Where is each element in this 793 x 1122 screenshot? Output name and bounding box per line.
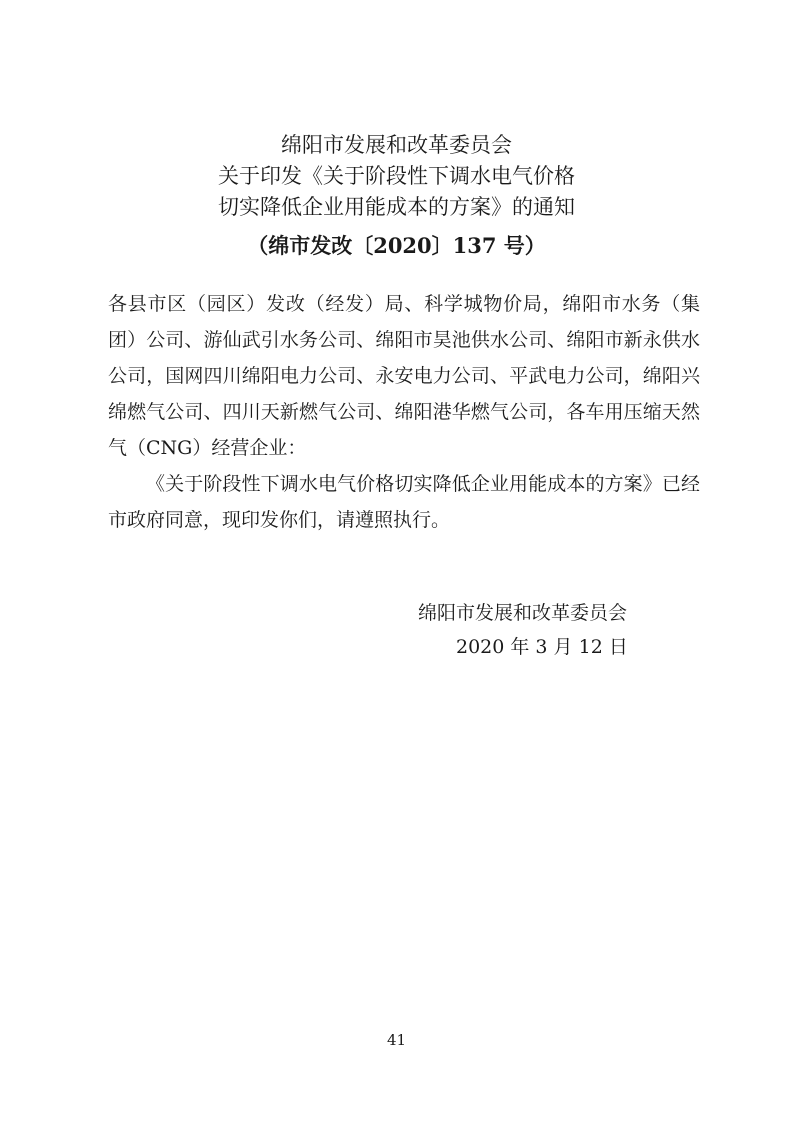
- document-header: [100, 130, 693, 260]
- signature-block: [418, 596, 628, 664]
- signature-date: 2020 年 3 月 12 日: [456, 636, 628, 658]
- document-number: （绵市发改〔2020〕137 号）: [247, 233, 546, 258]
- document-body: [108, 286, 700, 538]
- title-line-subject-1: 关于印发《关于阶段性下调水电气价格: [218, 164, 575, 188]
- addressee-list: 各县市区（园区）发改（经发）局、科学城物价局，绵阳市水务（集团）公司、游仙武引水务公司、绵阳市昊池供水公司、绵阳市新永供水公司，国网四川绵阳电力公司、永安电力公司、平武电力公司，绵阳兴绵燃气公司、四川天新燃气公司、绵阳港华燃气公司，各车用压缩天然气（CNG）经营企业：: [108, 293, 700, 459]
- title-line-issuer: 绵阳市发展和改革委员会: [281, 133, 512, 157]
- title-line-subject-2: 切实降低企业用能成本的方案》的通知: [218, 195, 575, 219]
- signature-organization: 绵阳市发展和改革委员会: [418, 602, 628, 624]
- page-number: 41: [386, 1031, 407, 1049]
- body-paragraph: 《关于阶段性下调水电气价格切实降低企业用能成本的方案》已经市政府同意，现印发你们，请遵照执行。: [108, 473, 700, 531]
